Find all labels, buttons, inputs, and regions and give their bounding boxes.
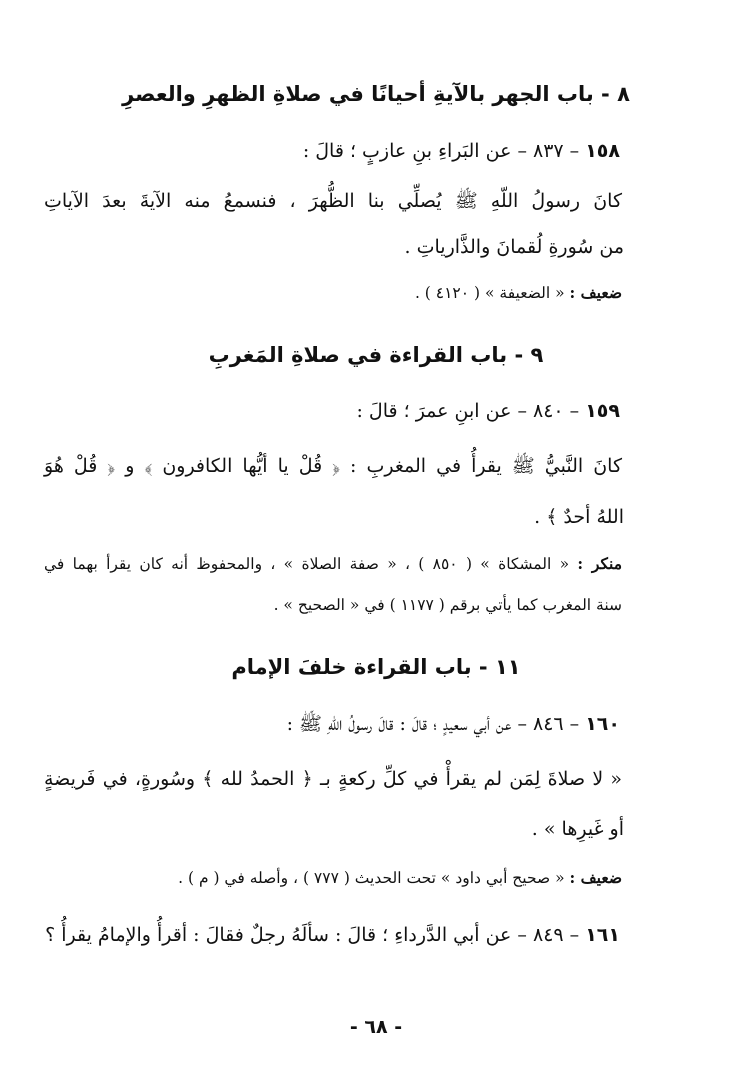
section-heading: ٨ - باب الجهر بالآيةِ أحيانًا في صلاةِ الظهرِ والعصرِ xyxy=(122,82,630,106)
hadith-number: ١٦٠ xyxy=(585,713,620,735)
hadith-chain: – ٨٤٦ – عن أبي سعيدٍ ؛ قالَ : قالَ رسولُ اللّهِ ﷺ : xyxy=(286,713,580,735)
hadith-text-line: كانَ النَّبيُّ ﷺ يقرأُ في المغربِ : ﴿ قُلْ يا أيُّها الكافرون ﴾ و ﴿ قُلْ هُوَ xyxy=(44,455,622,477)
hadith-chain: – ٨٤٠ – عن ابنِ عمرَ ؛ قالَ : xyxy=(356,400,580,422)
hadith-chain: – ٨٣٧ – عن البَراءِ بنِ عازبٍ ؛ قالَ : xyxy=(302,140,580,162)
grade-note-line: « الضعيفة » ( ٤١٢٠ ) . xyxy=(414,284,565,302)
grade-label: ضعيف : xyxy=(569,283,622,302)
grade-note-line: « المشكاة » ( ٨٥٠ ) ، « صفة الصلاة » ، والمحفوظ أنه كان يقرأ بهما في xyxy=(44,555,570,573)
hadith-grade xyxy=(0,555,752,574)
hadith-grade xyxy=(0,284,752,303)
hadith-grade xyxy=(0,869,752,888)
hadith-chain: – ٨٤٩ – عن أبي الدَّرداءِ ؛ قالَ : سألَهُ رجلٌ فقالَ : أقرأُ والإمامُ يقرأُ ؟ xyxy=(45,924,580,946)
hadith-text-line: أو غَيرِها » . xyxy=(531,818,624,840)
grade-label: منكر : xyxy=(577,554,622,573)
hadith-intro xyxy=(0,140,752,163)
hadith-number: ١٥٩ xyxy=(585,400,620,422)
grade-label: ضعيف : xyxy=(569,868,622,887)
hadith-text-line: اللهُ أحدٌ ﴾ . xyxy=(534,506,624,528)
hadith-intro xyxy=(0,713,752,736)
grade-note-line: « صحيح أبي داود » تحت الحديث ( ٧٧٧ ) ، وأصله في ( م ) . xyxy=(178,869,565,887)
hadith-text-line: من سُورةِ لُقمانَ والذَّارياتِ . xyxy=(404,236,624,258)
hadith-number: ١٥٨ xyxy=(585,140,620,162)
hadith-text-line: كانَ رسولُ اللّهِ ﷺ يُصلِّي بنا الظُّهرَ ، فنسمعُ منه الآيةَ بعدَ الآياتِ xyxy=(44,190,622,212)
hadith-number: ١٦١ xyxy=(585,924,620,946)
hadith-intro xyxy=(0,400,752,423)
hadith-intro xyxy=(0,924,752,947)
hadith-text-line: « لا صلاةَ لِمَن لم يقرأْ في كلِّ ركعةٍ بـ ﴿ الحمدُ لله ﴾ وسُورةٍ، في فَريضةٍ xyxy=(44,768,622,790)
section-heading: ١١ - باب القراءة خلفَ الإمام xyxy=(231,655,521,679)
page-number: - ٦٨ - xyxy=(349,1016,403,1038)
grade-note-line: سنة المغرب كما يأتي برقم ( ١١٧٧ ) في « الصحيح » . xyxy=(273,596,622,614)
section-heading: ٩ - باب القراءة في صلاةِ المَغربِ xyxy=(208,343,544,367)
